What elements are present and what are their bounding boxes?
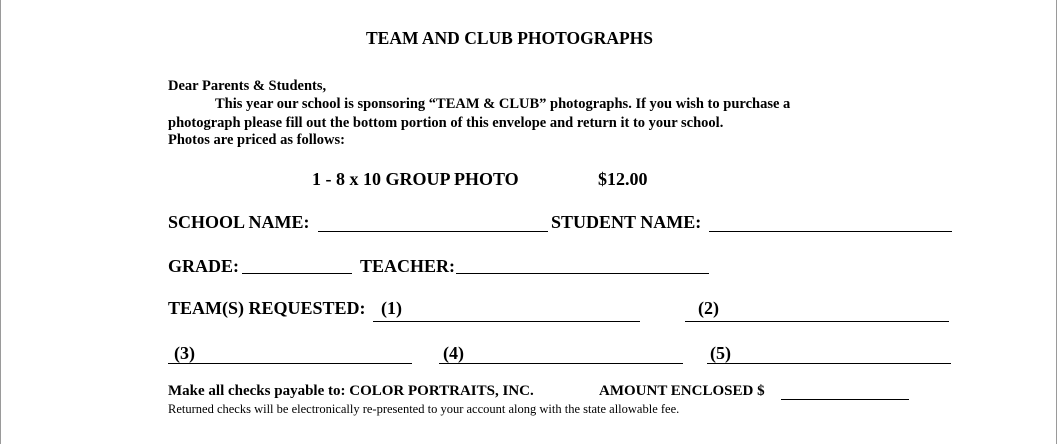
teams-requested-label: TEAM(S) REQUESTED:: [168, 298, 366, 318]
teacher-label: TEACHER:: [360, 256, 456, 276]
grade-label: GRADE:: [168, 256, 239, 276]
intro-line-1: This year our school is sponsoring “TEAM & CLUB” photographs. If you wish to purchase a: [215, 96, 791, 112]
document-title: TEAM AND CLUB PHOTOGRAPHS: [366, 28, 653, 48]
greeting: Dear Parents & Students,: [168, 78, 327, 94]
school-name-field[interactable]: [318, 231, 548, 232]
team-5-label: (5): [710, 343, 731, 363]
returned-checks-note: Returned checks will be electronically re-presented to your account along with the state allowable fee.: [168, 402, 680, 416]
team-1-label: (1): [381, 298, 402, 318]
amount-enclosed-field[interactable]: [781, 399, 909, 400]
page-edge-right: [1056, 0, 1057, 444]
team-3-label: (3): [174, 343, 195, 363]
teacher-field[interactable]: [456, 273, 709, 274]
checks-payable-text: Make all checks payable to: COLOR PORTRAITS, INC.: [168, 383, 534, 399]
team-1-field[interactable]: [373, 321, 640, 322]
team-3-field[interactable]: [168, 363, 412, 364]
price-value: $12.00: [598, 169, 648, 189]
student-name-label: STUDENT NAME:: [551, 212, 702, 232]
team-5-field[interactable]: [707, 363, 951, 364]
price-item: 1 - 8 x 10 GROUP PHOTO: [312, 169, 519, 189]
grade-field[interactable]: [242, 273, 352, 274]
intro-line-2: photograph please fill out the bottom portion of this envelope and return it to your school.: [168, 115, 724, 131]
student-name-field[interactable]: [709, 231, 952, 232]
team-4-label: (4): [443, 343, 464, 363]
team-4-field[interactable]: [439, 363, 683, 364]
page-edge-left: [0, 0, 1, 444]
intro-line-3: Photos are priced as follows:: [168, 132, 345, 148]
team-2-label: (2): [698, 298, 719, 318]
team-2-field[interactable]: [685, 321, 949, 322]
school-name-label: SCHOOL NAME:: [168, 212, 310, 232]
amount-enclosed-label: AMOUNT ENCLOSED $: [599, 383, 765, 399]
